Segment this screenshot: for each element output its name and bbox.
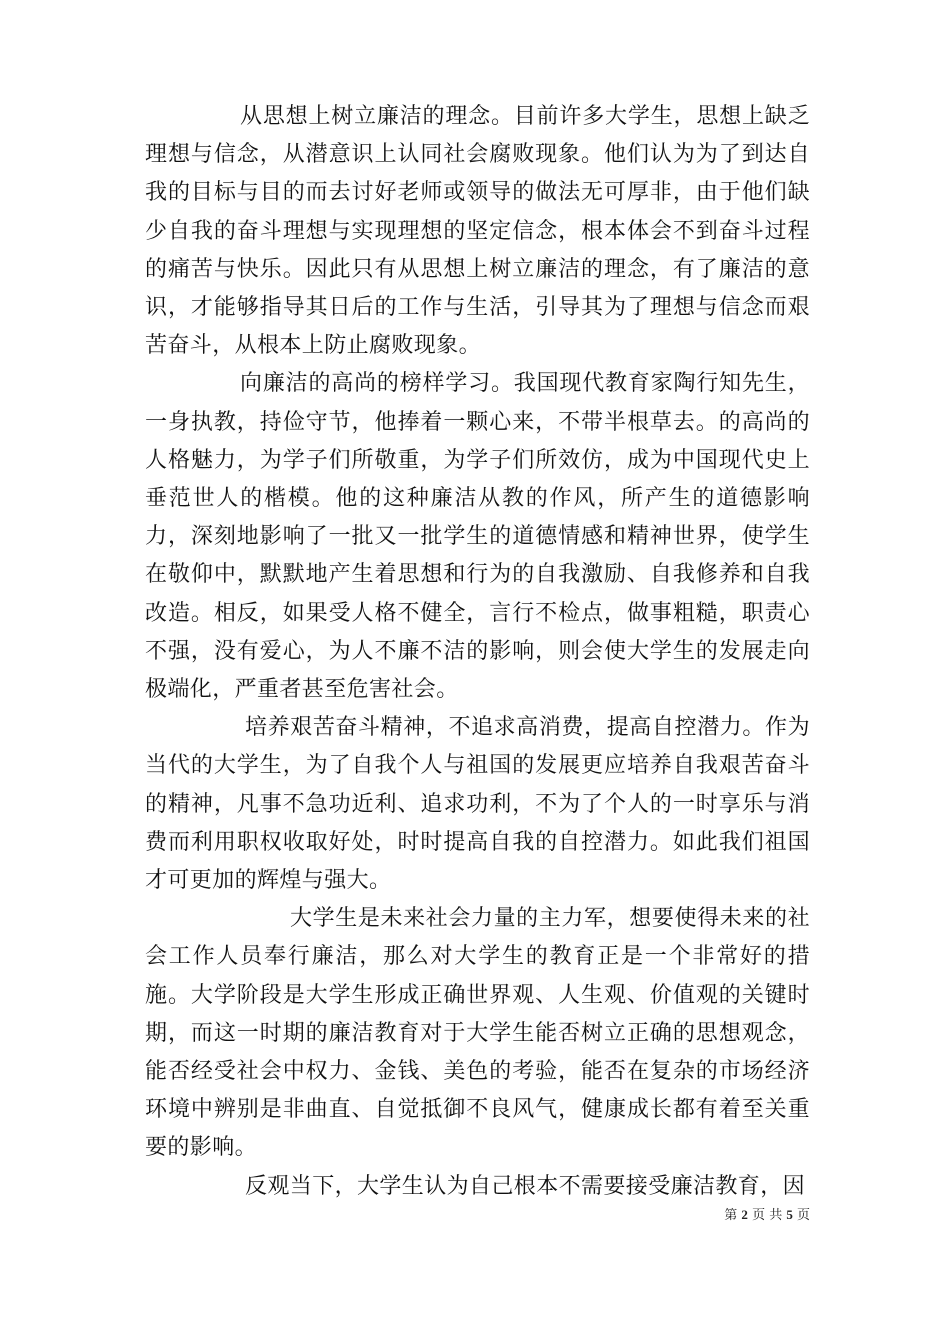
footer-middle: 页 共 bbox=[752, 1208, 783, 1223]
page-footer bbox=[700, 1204, 810, 1223]
paragraph-integrity-concept: 从思想上树立廉洁的理念。目前许多大学生，思想上缺乏理想与信念，从潜意识上认同社会腐败现象。他们认为为了到达自我的目标与目的而去讨好老师或领导的做法无可厚非，由于他们缺少自我的奋斗理想与实现理想的坚定信念，根本体会不到奋斗过程的痛苦与快乐。因此只有从思想上树立廉洁的理念，有了廉洁的意识，才能够指导其日后的工作与生活，引导其为了理想与信念而艰苦奋斗，从根本上防止腐败现象。 bbox=[145, 104, 810, 359]
paragraph-role-model: 向廉洁的高尚的榜样学习。我国现代教育家陶行知先生，一身执教，持俭守节，他捧着一颗心来，不带半根草去。的高尚的人格魅力，为学子们所敬重，为学子们所效仿，成为中国现代史上垂范世人的楷模。他的这种廉洁从教的作风，所产生的道德影响力，深刻地影响了一批又一批学生的道德情感和精神世界，使学生在敬仰中，默默地产生着思想和行为的自我激励、自我修养和自我改造。相反，如果受人格不健全，言行不检点，做事粗糙，职责心不强，没有爱心，为人不廉不洁的影响，则会使大学生的发展走向极端化，严重者甚至危害社会。 bbox=[145, 371, 810, 703]
paragraph-current-situation: 反观当下，大学生认为自己根本不需要接受廉洁教育，因 bbox=[245, 1173, 806, 1199]
paragraph-hard-work: 培养艰苦奋斗精神，不追求高消费，提高自控潜力。作为当代的大学生，为了自我个人与祖国的发展更应培养自我艰苦奋斗的精神，凡事不急功近利、追求功利，不为了个人的一时享乐与消费而利用职权收取好处，时时提高自我的自控潜力。如此我们祖国才可更加的辉煌与强大。 bbox=[145, 715, 810, 894]
document-body bbox=[145, 98, 810, 1206]
paragraph-students-future: 大学生是未来社会力量的主力军，想要使得未来的社会工作人员奉行廉洁，那么对大学生的教育正是一个非常好的措施。大学阶段是大学生形成正确世界观、人生观、价值观的关键时期，而这一时期的廉洁教育对于大学生能否树立正确的思想观念，能否经受社会中权力、金钱、美色的考验，能否在复杂的市场经济环境中辨别是非曲直、自觉抵御不良风气，健康成长都有着至关重要的影响。 bbox=[145, 906, 810, 1161]
footer-prefix: 第 bbox=[724, 1208, 738, 1223]
total-pages-number: 5 bbox=[786, 1207, 793, 1222]
current-page-number: 2 bbox=[741, 1207, 748, 1222]
footer-suffix: 页 bbox=[796, 1208, 810, 1223]
